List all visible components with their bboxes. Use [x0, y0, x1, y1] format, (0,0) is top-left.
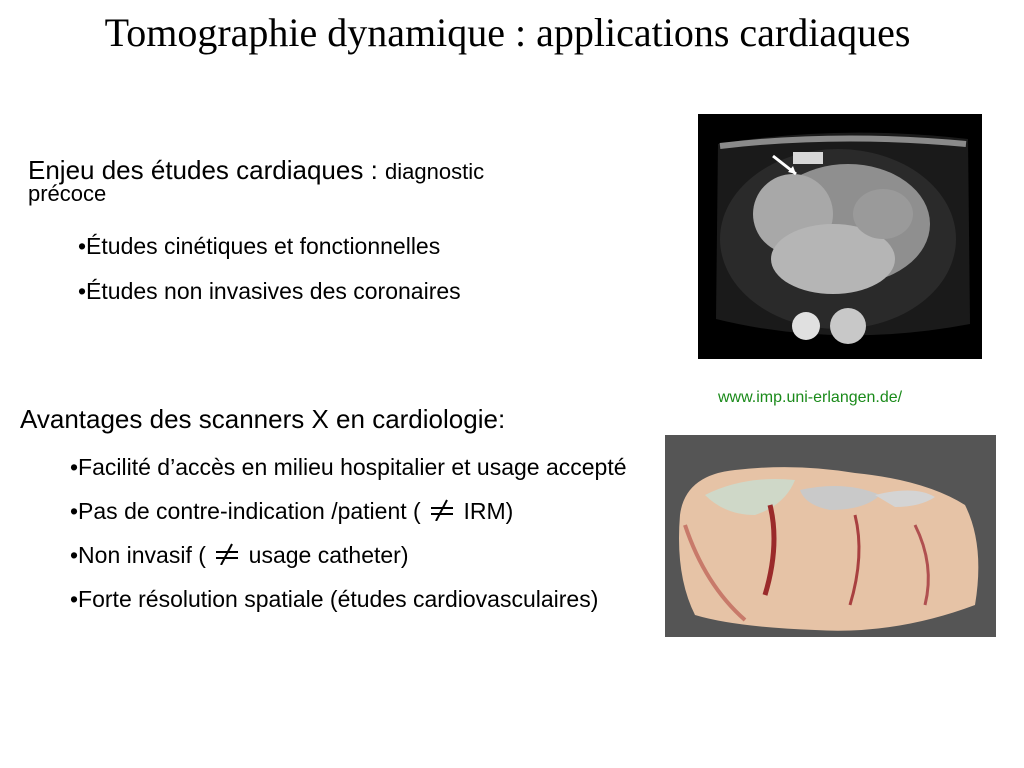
section1-bullet-list	[78, 233, 461, 323]
section1-heading-sub: précoce	[28, 181, 107, 206]
bullet2-text-before: •Pas de contre-indication /patient (	[70, 498, 421, 524]
bullet3-text-after: usage catheter)	[248, 542, 409, 568]
ct-scan-image	[698, 114, 982, 359]
bullet-non-invasive	[70, 542, 670, 569]
bullet-hospital-access: •Facilité d’accès en milieu hospitalier et usage accepté	[70, 454, 627, 480]
section-cardiac-studies	[28, 155, 668, 304]
heart-render-image	[665, 435, 996, 637]
section1-heading-main: Enjeu des études cardiaques :	[28, 155, 378, 185]
not-equal-icon	[427, 499, 457, 521]
bullet2-text-after: IRM)	[463, 498, 514, 524]
bullet-no-contraindication	[70, 498, 670, 525]
section1-heading	[28, 155, 668, 205]
ct-scan-illustration	[698, 114, 982, 359]
bullet3-text-before: •Non invasif (	[70, 542, 206, 568]
bullet-spatial-resolution: •Forte résolution spatiale (études cardiovasculaires)	[70, 586, 599, 612]
bullet-kinetic-studies: •Études cinétiques et fonctionnelles	[78, 233, 441, 259]
slide-title: Tomographie dynamique : applications cardiaques	[104, 10, 911, 55]
section2-bullet-list	[70, 454, 670, 630]
bullet-coronary-studies: •Études non invasives des coronaires	[78, 278, 461, 304]
section1-heading-small: diagnostic	[385, 159, 485, 184]
image-credit-link[interactable]: www.imp.uni-erlangen.de/	[718, 389, 903, 406]
not-equal-icon	[212, 543, 242, 565]
section-xray-advantages	[20, 402, 670, 612]
heart-render-illustration	[665, 435, 996, 637]
section2-heading: Avantages des scanners X en cardiologie:	[20, 404, 506, 434]
